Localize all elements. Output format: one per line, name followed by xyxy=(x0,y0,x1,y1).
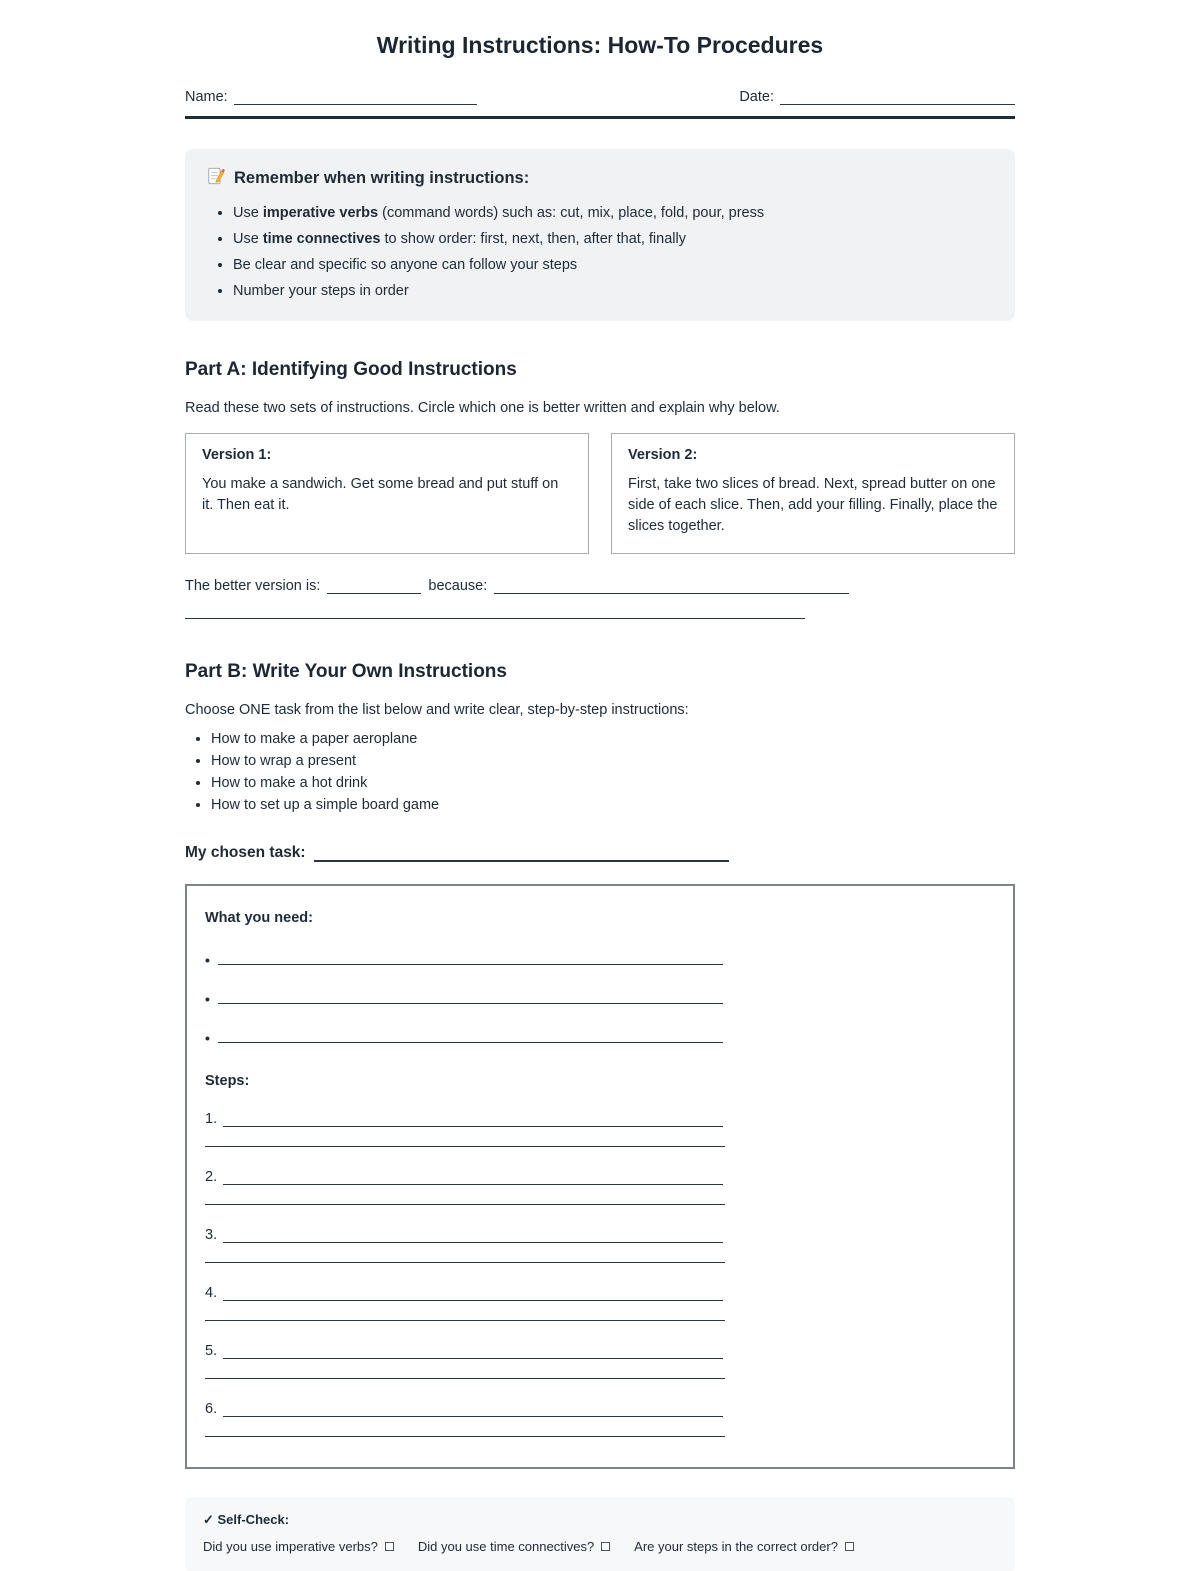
checkbox[interactable] xyxy=(385,1542,394,1551)
worksheet-page xyxy=(185,0,1015,1571)
self-check-items xyxy=(203,1539,997,1554)
step-continuation-line xyxy=(205,1262,725,1263)
step-answer-line xyxy=(223,1112,723,1127)
need-line xyxy=(205,989,993,1008)
chosen-task-answer-line xyxy=(314,846,729,862)
chosen-task-row xyxy=(185,844,1015,862)
step-answer-line xyxy=(223,1228,723,1243)
step-answer-line xyxy=(223,1286,723,1301)
version-2-label: Version 2: xyxy=(628,447,698,463)
step-number: 4. xyxy=(205,1285,218,1302)
version-1-box xyxy=(185,433,589,554)
step-continuation-line xyxy=(205,1204,725,1205)
step-number: 3. xyxy=(205,1227,218,1244)
because-answer-line xyxy=(494,579,849,594)
version-2-box xyxy=(611,433,1015,554)
step-number: 1. xyxy=(205,1111,218,1128)
step-answer-line xyxy=(223,1170,723,1185)
date-underline xyxy=(780,90,1015,105)
what-you-need-label: What you need: xyxy=(205,910,313,927)
name-date-row xyxy=(185,89,1015,105)
self-check-box xyxy=(185,1497,1015,1571)
self-check-item: Are your steps in the correct order? xyxy=(634,1539,854,1554)
task-item: • How to make a paper aeroplane xyxy=(211,731,1015,747)
reminder-heading xyxy=(207,167,993,190)
step-block xyxy=(205,1343,993,1379)
need-line xyxy=(205,1028,993,1047)
name-label: Name: xyxy=(185,89,228,105)
better-version-prompt: The better version is: xyxy=(185,578,321,595)
need-answer-line xyxy=(218,950,723,965)
better-version-row xyxy=(185,578,1015,594)
bullet-dot: • xyxy=(205,952,210,969)
checkbox[interactable] xyxy=(601,1542,610,1551)
date-label: Date: xyxy=(739,89,774,105)
because-label: because: xyxy=(428,578,488,595)
reminder-list xyxy=(207,205,993,299)
task-item: • How to make a hot drink xyxy=(211,775,1015,791)
page-title: Writing Instructions: How-To Procedures xyxy=(376,32,824,58)
need-answer-line xyxy=(218,989,723,1004)
step-answer-line xyxy=(223,1402,723,1417)
self-check-heading: ✓ Self-Check: xyxy=(203,1512,290,1528)
task-item: • How to set up a simple board game xyxy=(211,797,1015,813)
step-number: 5. xyxy=(205,1343,218,1360)
reminder-bullet: • Use imperative verbs (command words) such as: cut, mix, place, fold, pour, press xyxy=(233,205,993,221)
step-continuation-line xyxy=(205,1320,725,1321)
memo-icon xyxy=(207,167,225,190)
step-block xyxy=(205,1227,993,1263)
reminder-box xyxy=(185,149,1015,321)
part-b-heading: Part B: Write Your Own Instructions xyxy=(185,661,507,683)
step-block xyxy=(205,1169,993,1205)
step-continuation-line xyxy=(205,1378,725,1379)
task-list xyxy=(185,731,1015,813)
self-check-item: Did you use imperative verbs? xyxy=(203,1539,394,1554)
bullet-dot: • xyxy=(205,991,210,1008)
need-line xyxy=(205,950,993,969)
writing-box xyxy=(185,884,1015,1469)
reminder-heading-text: Remember when writing instructions: xyxy=(234,169,530,187)
part-b-intro: Choose ONE task from the list below and write clear, step-by-step instructions: xyxy=(185,702,689,719)
name-field xyxy=(185,89,477,105)
version-2-text: First, take two slices of bread. Next, spread butter on one side of each slice. Then, add your filling. Finally, place the slices together. xyxy=(628,476,998,535)
step-number: 6. xyxy=(205,1401,218,1418)
step-number: 2. xyxy=(205,1169,218,1186)
version-1-label: Version 1: xyxy=(202,447,272,463)
self-check-item: Did you use time connectives? xyxy=(418,1539,610,1554)
name-underline xyxy=(234,90,477,105)
reminder-bullet: • Number your steps in order xyxy=(233,283,993,299)
step-answer-line xyxy=(223,1344,723,1359)
chosen-task-label: My chosen task: xyxy=(185,844,306,862)
date-field xyxy=(739,89,1015,105)
step-block xyxy=(205,1401,993,1437)
reminder-bullet: • Be clear and specific so anyone can follow your steps xyxy=(233,257,993,273)
step-block xyxy=(205,1285,993,1321)
better-version-answer-line xyxy=(327,579,421,594)
step-continuation-line xyxy=(205,1436,725,1437)
part-a-intro: Read these two sets of instructions. Circle which one is better written and explain why below. xyxy=(185,400,780,416)
bullet-dot: • xyxy=(205,1030,210,1047)
reminder-bullet: • Use time connectives to show order: first, next, then, after that, finally xyxy=(233,231,993,247)
steps-label: Steps: xyxy=(205,1073,250,1090)
header-divider xyxy=(185,116,1015,119)
part-a-heading: Part A: Identifying Good Instructions xyxy=(185,359,517,380)
need-answer-line xyxy=(218,1028,723,1043)
task-item: • How to wrap a present xyxy=(211,753,1015,769)
version-boxes xyxy=(185,433,1015,554)
checkbox[interactable] xyxy=(845,1542,854,1551)
because-continuation-line xyxy=(185,618,805,619)
step-continuation-line xyxy=(205,1146,725,1147)
step-block xyxy=(205,1111,993,1147)
version-1-text: You make a sandwich. Get some bread and put stuff on it. Then eat it. xyxy=(202,476,559,514)
